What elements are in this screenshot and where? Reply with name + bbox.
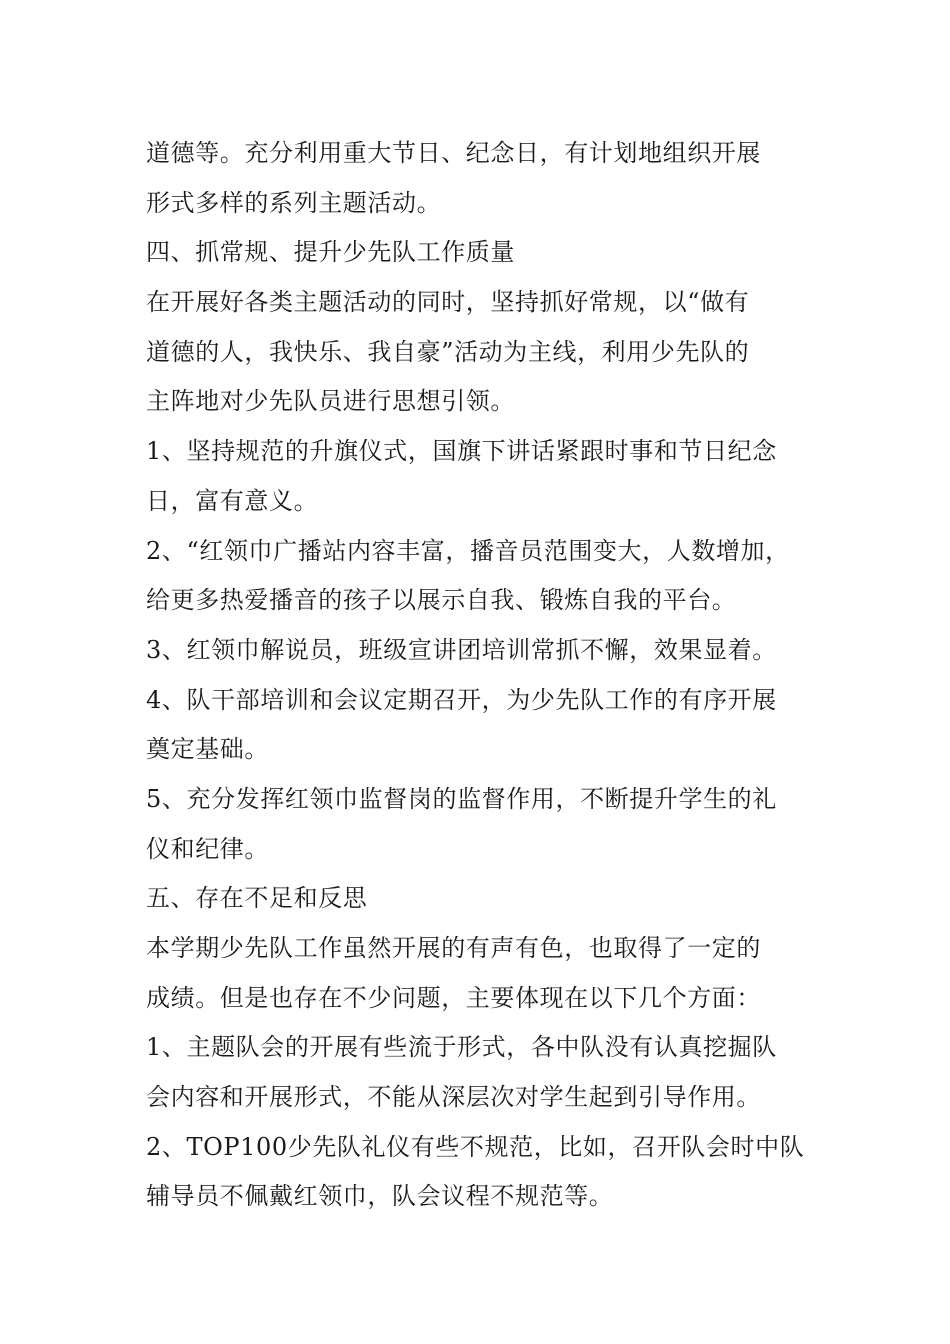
list-item-line: 1、主题队会的开展有些流于形式，各中队没有认真挖掘队 bbox=[146, 1033, 777, 1062]
list-item-line: 2、TOP100少先队礼仪有些不规范，比如，召开队会时中队 bbox=[146, 1132, 805, 1161]
body-text-line: 主阵地对少先队员进行思想引领。 bbox=[146, 387, 515, 416]
list-item-line: 给更多热爱播音的孩子以展示自我、锻炼自我的平台。 bbox=[146, 586, 737, 615]
list-item-line: 5、充分发挥红领巾监督岗的监督作用，不断提升学生的礼 bbox=[146, 784, 777, 813]
list-item-line: 会内容和开展形式，不能从深层次对学生起到引导作用。 bbox=[146, 1083, 761, 1112]
section-heading: 五、存在不足和反思 bbox=[146, 884, 368, 913]
document-body bbox=[146, 129, 811, 1222]
list-item-line: 4、队干部培训和会议定期召开，为少先队工作的有序开展 bbox=[146, 685, 777, 714]
body-text-line: 形式多样的系列主题活动。 bbox=[146, 188, 442, 217]
body-text-line: 成绩。但是也存在不少问题，主要体现在以下几个方面： bbox=[146, 983, 761, 1012]
list-item-line: 2、“红领巾广播站内容丰富，播音员范围变大，人数增加， bbox=[146, 536, 790, 565]
section-heading: 四、抓常规、提升少先队工作质量 bbox=[146, 238, 515, 267]
list-item-line: 奠定基础。 bbox=[146, 735, 269, 764]
list-item-line: 3、红领巾解说员，班级宣讲团培训常抓不懈，效果显着。 bbox=[146, 635, 777, 664]
body-text-line: 道德的人，我快乐、我自豪”活动为主线，利用少先队的 bbox=[146, 337, 750, 366]
list-item-line: 日，富有意义。 bbox=[146, 486, 319, 515]
body-text-line: 在开展好各类主题活动的同时，坚持抓好常规，以“做有 bbox=[146, 288, 750, 317]
list-item-line: 辅导员不佩戴红领巾，队会议程不规范等。 bbox=[146, 1182, 614, 1211]
body-text-line: 本学期少先队工作虽然开展的有声有色，也取得了一定的 bbox=[146, 934, 761, 962]
list-item-line: 1、坚持规范的升旗仪式，国旗下讲话紧跟时事和节日纪念 bbox=[146, 437, 777, 466]
list-item-line: 仪和纪律。 bbox=[146, 834, 269, 863]
body-text-line: 道德等。充分利用重大节日、纪念日，有计划地组织开展 bbox=[146, 139, 761, 167]
